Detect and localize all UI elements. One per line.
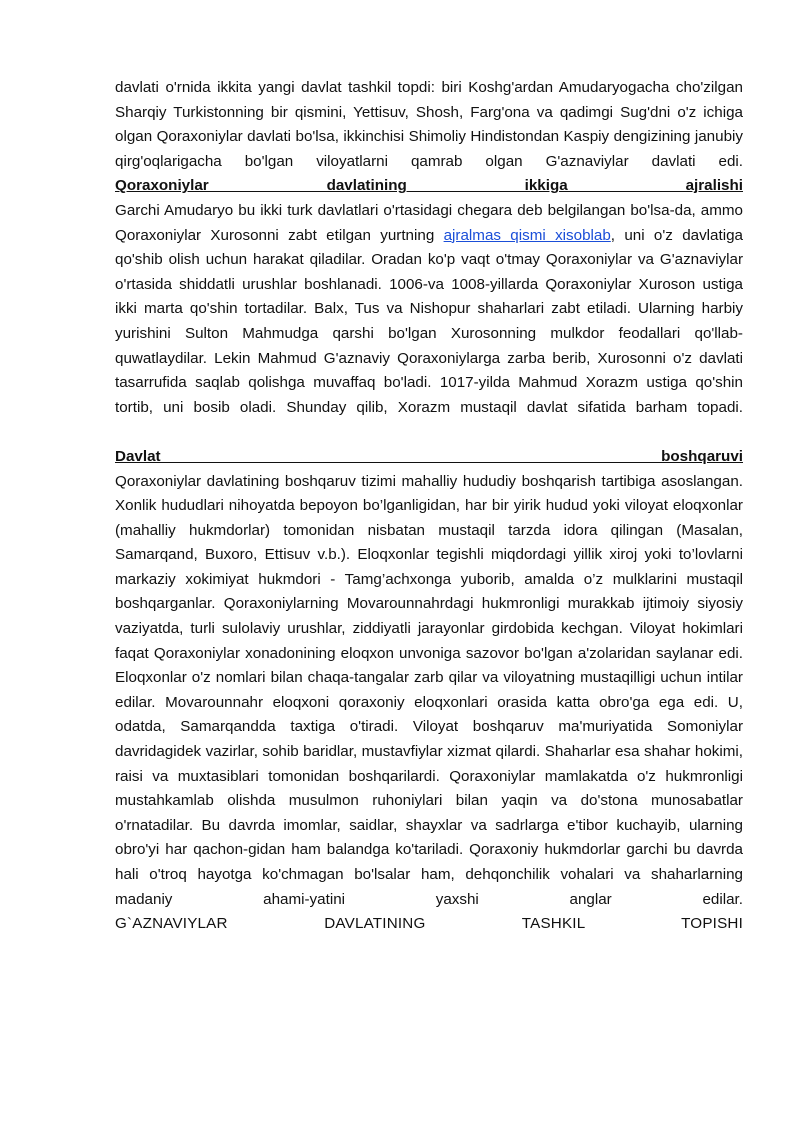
- section-heading-ghaznavids: G`AZNAVIYLAR DAVLATINING TASHKIL TOPISHI: [115, 915, 743, 933]
- hyperlink[interactable]: ajralmas qismi xisoblab: [443, 226, 611, 244]
- split-paragraph: [115, 199, 743, 420]
- blank-line: [115, 420, 743, 445]
- split-paragraph-text-end: , uni o'z davlatiga qo'shib olish uchun harakat qiladilar. Oradan ko'p vaqt o'tmay Qoraxoniylar va G'aznaviylar o'rtasida shiddatli urushlar boshlanadi. 1006-va 1008-yillarda Qoraxoniylar Xuroson ustiga ikki marta qo'shin tortadilar. Balx, Tus va Nishopur shaharlari zabt etiladi. Ularning harbiy yurishini Sulton Mahmudga qarshi bo'lgan Xurosonning mulkdor feodallari qo'llab-quwatlaydilar. Lekin Mahmud G'aznaviy Qoraxoniylarga zarba berib, Xurosonni o'z davlati tasarrufida saqlab qolishga muvaffaq bo'ladi. 1017-yilda Mahmud Xorazm ustiga qo'shin tortib, uni bosib oladi. Shunday qilib, Xorazm mustaqil davlat sifatida barham topadi.: [115, 226, 743, 416]
- intro-paragraph: davlati o'rnida ikkita yangi davlat tashkil topdi: biri Koshg'ardan Amudaryogacha cho'zilgan Sharqiy Turkistonning bir qismini, Yettisuv, Shosh, Farg'ona va qadimgi Sug'dni o'z ichiga olgan Qoraxoniylar davlati bo'lsa, ikkinchisi Shimoliy Hindistondan Kaspiy dengizining janubiy qirg'oqlarigacha bo'lgan viloyatlarni qamrab olgan G'aznaviylar davlati edi.: [115, 79, 743, 170]
- governance-paragraph: Qoraxoniylar davlatining boshqaruv tizimi mahalliy hududiy boshqarish tartibiga asoslangan. Xonlik hududlari nihoyatda bepoyon bo’lganligidan, har bir yirik hudud yoki viloyat eloqxonlar (mahalliy hukmdorlar) tomonidan nisbatan mustaqil tarzda idora qilingan (Masalan, Samarqand, Buxoro, Ettisuv v.b.). Eloqxonlar tegishli miqdordagi yillik xiroj yoki to’lovlarni markaziy xokimiyat hukmdori - Tamg’achxonga yuborib, amalda o’z mulklarini mustaqil boshqarganlar. Qoraxoniylarning Movarounnahrdagi hukmronligi murakkab ijtimoiy siyosiy vaziyatda, turli sulolaviy urushlar, ziddiyatli jarayonlar girdobida kechgan. Viloyat hokimlari faqat Qoraxoniylar xonadonining eloqxon unvoniga sazovor bo'lgan a'zolaridan saylanar edi. Eloqxonlar o'z nomlari bilan chaqa-tangalar zarb qilar va viloyatning mustaqilligi uchun intilar edilar. Movarounnahr eloqxoni qoraxoniy eloqxonlari orasida katta obro'ga ega edi. U, odatda, Samarqandda taxtiga o'tiradi. Viloyat boshqaruv ma'muriyatida Somoniylar davridagidek vazirlar, sohib baridlar, mustavfiylar xizmat qilardi. Shaharlar esa shahar hokimi, raisi va muxtasiblari tomonidan boshqarilardi. Qoraxoniylar mamlakatda o'z hukmronligi mustahkamlab olishda musulmon ruhoniylari bilan yaqin va do'stona munosabatlar o'rnatadilar. Bu davrda imomlar, saidlar, shayxlar va sadrlarga e'tibor kuchayib, ularning obro'yi har qachon-gidan ham balandga ko'tariladi. Qoraxoniy hukmdorlar garchi bu davrda hali o'troq hayotga ko'chmagan bo'lsalar ham, dehqonchilik vohalari va shaharlarning madaniy ahami-yatini yaxshi anglar edilar.: [115, 472, 743, 908]
- document-page: [115, 76, 743, 937]
- section-heading-split: Qoraxoniylar davlatining ikkiga ajralishi: [115, 177, 743, 195]
- split-paragraph-text-start: Garchi Amudaryo bu ikki turk davlatlari o'rtasidagi chegara deb belgilangan bo'lsa-da, ammo Qoraxoniylar Xurosonni zabt etilgan yurtning: [115, 201, 743, 244]
- section-heading-governance: Davlat boshqaruvi: [115, 447, 743, 465]
